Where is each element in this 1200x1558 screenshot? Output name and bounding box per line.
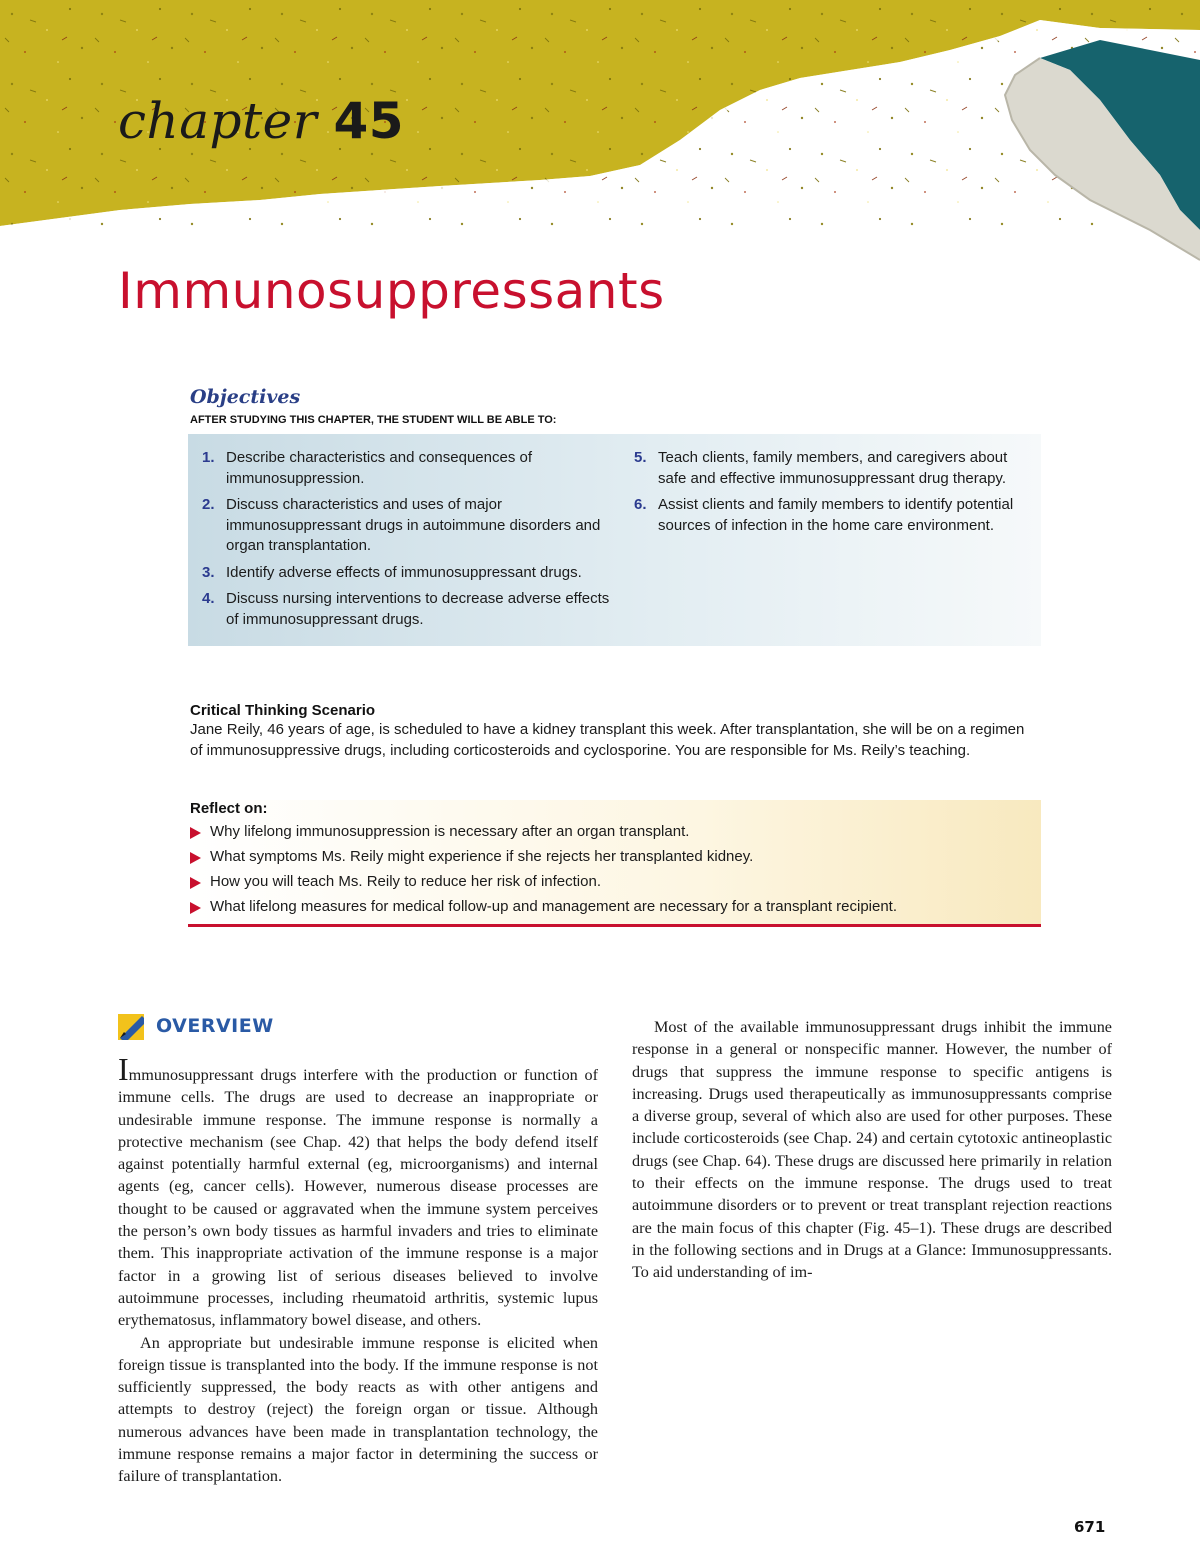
chapter-heading — [118, 92, 404, 150]
objective-text: Describe characteristics and consequences of immunosuppression. — [226, 449, 532, 487]
objective-text: Identify adverse effects of immunosuppressant drugs. — [226, 563, 582, 581]
objective-text: Discuss characteristics and uses of major immunosuppressant drugs in autoimmune disorders and organ transplantation. — [226, 496, 601, 554]
objective-item — [202, 589, 612, 630]
chapter-title: Immunosuppressants — [118, 262, 665, 320]
overview-label: OVERVIEW — [156, 1015, 274, 1037]
objective-item — [634, 495, 1034, 536]
objective-number: 4. — [202, 590, 215, 607]
drop-cap: I — [118, 1051, 129, 1087]
critical-thinking-text: Jane Reily, 46 years of age, is scheduled to have a kidney transplant this week. After transplantation, she will be on a regimen of immunosuppressive drugs, including corticosteroids and cyclosporine. You are responsible for Ms. Reily’s teaching. — [190, 721, 1025, 759]
objective-number: 1. — [202, 449, 215, 466]
objective-number: 3. — [202, 563, 215, 581]
reflect-item — [188, 897, 1038, 922]
chapter-number: 45 — [333, 92, 405, 150]
bullet-triangle-icon — [190, 852, 201, 864]
reflect-item — [188, 872, 1038, 897]
chapter-label: chapter — [118, 92, 318, 150]
bullet-triangle-icon — [190, 877, 201, 889]
overview-paragraph-2: An appropriate but undesirable immune response is elicited when foreign tissue is transplanted into the body. If the immune response is not sufficiently suppressed, the body reacts as with other antigens and attempts to destroy (reject) the foreign organ or tissue. Although numerous advances have been made in transplantation technology, the immune response remains a major factor in determining the success or failure of transplantation. — [118, 1333, 598, 1486]
reflect-item-text: What lifelong measures for medical follow-up and management are necessary for a transplant recipient. — [210, 898, 898, 915]
objective-number: 5. — [634, 449, 647, 466]
paragraph-text: mmunosuppressant drugs interfere with the production or function of immune cells. The drugs are used to decrease an inappropriate or undesirable immune response. The immune response is normally a protective mechanism (see Chap. 42) that helps the body defend itself against potentially harmful external (eg, microorganisms) and internal agents (eg, cancer cells). However, numerous disease processes are thought to be caused or aggravated when the immune system perceives the person’s own body tissues as harmful invaders and tries to eliminate them. This inappropriate activation of the immune response is a major factor in a growing list of serious diseases believed to involve autoimmune processes, including rheumatoid arthritis, systemic lupus erythematosus, inflammatory bowel disease, and others. — [118, 1066, 598, 1330]
page-number: 671 — [1074, 1518, 1106, 1536]
objective-text: Teach clients, family members, and caregivers about safe and effective immunosuppressant drug therapy. — [658, 449, 1008, 487]
objective-number: 6. — [634, 496, 647, 513]
reflect-list — [188, 822, 1038, 922]
reflect-box — [188, 800, 1041, 927]
objective-item — [202, 563, 612, 584]
reflect-item — [188, 822, 1038, 847]
objectives-box — [188, 434, 1041, 646]
objective-number: 2. — [202, 496, 215, 513]
bullet-triangle-icon — [190, 827, 201, 839]
objective-text: Discuss nursing interventions to decrease adverse effects of immunosuppressant drugs. — [226, 590, 610, 628]
overview-paragraph-1 — [118, 1051, 598, 1332]
pencil-icon — [118, 1014, 144, 1040]
critical-thinking-title: Critical Thinking Scenario — [190, 702, 376, 719]
objective-item — [202, 448, 612, 489]
objectives-title: Objectives — [190, 386, 301, 408]
bullet-triangle-icon — [190, 902, 201, 914]
reflect-item-text: How you will teach Ms. Reily to reduce her risk of infection. — [210, 873, 601, 890]
reflect-item-text: What symptoms Ms. Reily might experience if she rejects her transplanted kidney. — [210, 848, 754, 865]
objectives-subtitle: AFTER STUDYING THIS CHAPTER, THE STUDENT WILL BE ABLE TO: — [190, 414, 557, 426]
objectives-list-left — [202, 448, 612, 636]
reflect-item-text: Why lifelong immunosuppression is necessary after an organ transplant. — [210, 823, 690, 840]
reflect-title: Reflect on: — [190, 800, 268, 817]
reflect-item — [188, 847, 1038, 872]
body-column-right — [632, 1016, 1112, 1284]
objective-text: Assist clients and family members to identify potential sources of infection in the home care environment. — [658, 496, 1014, 534]
objective-item — [202, 495, 612, 557]
objective-item — [634, 448, 1034, 489]
overview-paragraph-3: Most of the available immunosuppressant drugs inhibit the immune response in a general or nonspecific manner. However, the number of drugs that suppress the immune response to specific antigens is increasing. Drugs used therapeutically as immunosuppressants comprise a diverse group, several of which also are used for other purposes. These include corticosteroids (see Chap. 24) and certain cytotoxic antineoplastic drugs (see Chap. 64). These drugs are discussed here primarily in relation to their effects on the immune response. The drugs used to treat autoimmune disorders or to prevent or treat transplant rejection reactions are the main focus of this chapter (Fig. 45–1). These drugs are described in the following sections and in Drugs at a Glance: Immunosuppressants. To aid understanding of im- — [632, 1018, 1112, 1282]
objectives-list-right — [634, 448, 1034, 542]
body-column-left — [118, 1051, 598, 1488]
